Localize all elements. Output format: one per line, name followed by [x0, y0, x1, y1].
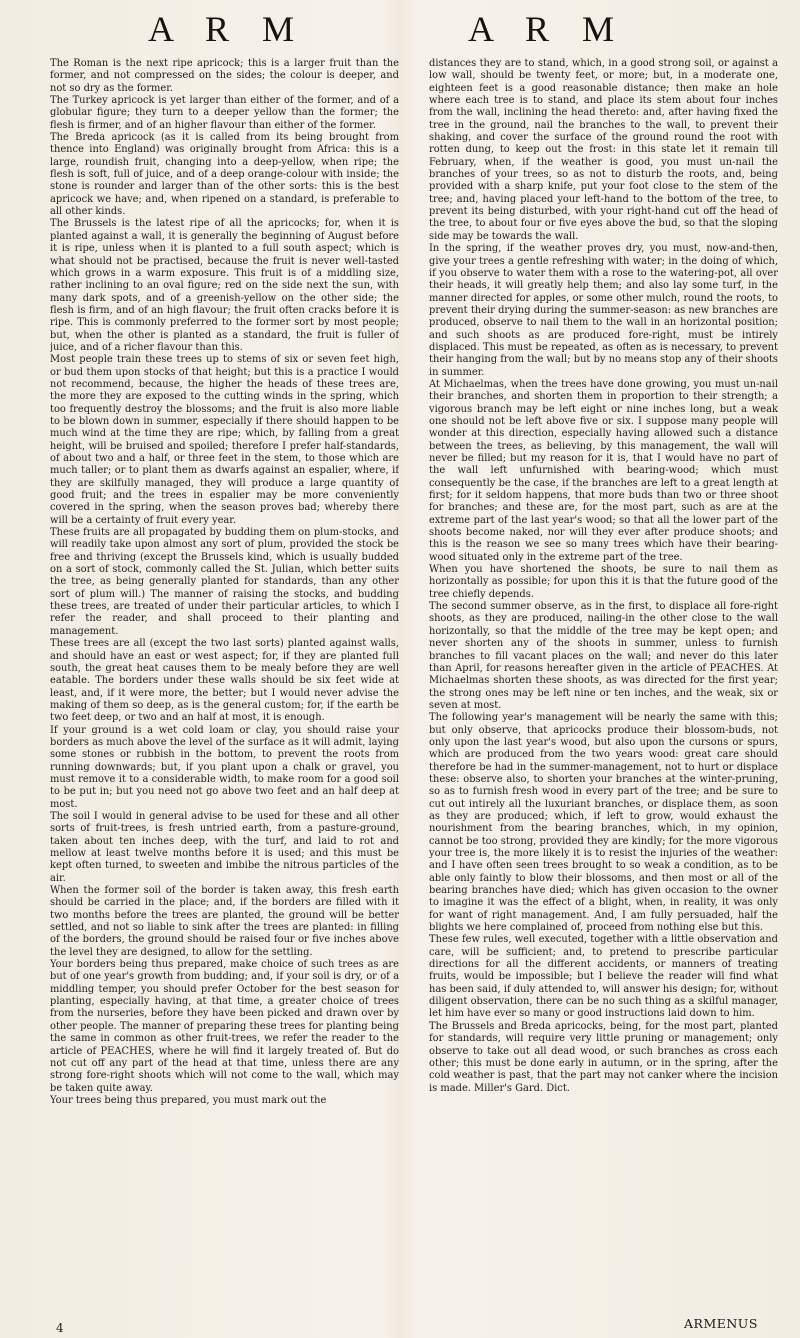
paragraph: The Roman is the next ripe apricock; this is a larger fruit than the former, and not compressed on the sides; the colour is deeper, and not so dry as the former. — [50, 58, 399, 94]
running-head-left: A R M — [148, 9, 307, 49]
left-column — [50, 58, 399, 1320]
paragraph: These fruits are all propagated by budding them on plum-stocks, and will readily take upon almost any sort of plum, provided the stock be free and thriving (except the Brussels kind, which is usually budded on a sort of stock, commonly called the St. Julian, which better suits the tree, as being generally planted for standards, than any other sort of plum will.) The manner of raising the stocks, and budding these trees, are treated of under their particular articles, to which I refer the reader, and shall proceed to their planting and management. — [50, 527, 399, 637]
right-column — [429, 58, 778, 1320]
paragraph: The second summer observe, as in the first, to displace all fore-right shoots, as they are produced, nailing-in the other close to the wall horizontally, so that the middle of the tree may be kept open; and never shorten any of the shoots in summer, unless to furnish branches to fill vacant places on the wall; and never do this later than April, for reasons hereafter given in the article of PEACHES. At Michaelmas shorten these shoots, as was directed for the first year; the strong ones may be left nine or ten inches, and the weak, six or seven at most. — [429, 601, 778, 711]
paragraph: Your trees being thus prepared, you must mark out the — [50, 1094, 327, 1106]
paragraph: Your borders being thus prepared, make choice of such trees as are but of one year's growth from budding; and, if your soil is dry, or of a middling temper, you should prefer October for the best season for planting, especially having, at that time, a greater choice of trees from the nurseries, before they have been picked and drawn over by other people. The manner of preparing these trees for planting being the same in common as other fruit-trees, we refer the reader to the article of PEACHES, where he will find it largely treated of. But do not cut off any part of the head at that time, unless there are any strong fore-right shoots which will not come to the wall, which may be taken quite away. — [50, 959, 399, 1094]
paragraph: The Breda apricock (as it is called from its being brought from thence into England) was originally brought from Africa: this is a large, roundish fruit, changing into a deep-yellow, when ripe; the flesh is soft, full of juice, and of a deep orange-colour with inside; the stone is rounder and larger than of the other sorts: this is the best apricock we have; and, when ripened on a standard, is preferable to all other kinds. — [50, 132, 399, 218]
paragraph: Most people train these trees up to stems of six or seven feet high, or bud them upon stocks of that height; but this is a practice I would not recommend, because, the higher the heads of these trees are, the more they are exposed to the cutting winds in the spring, which too frequently destroy the blossoms; and the fruit is also more liable to be blown down in summer, especially if there should happen to be much wind at the time they are ripe; which, by falling from a great height, will be bruised and spoiled; therefore I prefer half-standards, of about two and a half, or three feet in the stem, to those which are much taller; or to plant them as dwarfs against an espalier, where, if they are skilfully managed, they will produce a large quantity of good fruit; and the trees in espalier may be more conveniently covered in the spring, when the season proves bad; whereby there will be a certainty of fruit every year. — [50, 354, 399, 526]
running-head — [0, 0, 800, 56]
paragraph: The Brussels and Breda apricocks, being, for the most part, planted for standards, will require very little pruning or management; only observe to take out all dead wood, or such branches as cross each other; this must be done early in autumn, or in the spring, after the cold weather is past, that the part may not canker where the incision is made. Miller's Gard. Dict. — [429, 1020, 778, 1094]
paragraph: The soil I would in general advise to be used for these and all other sorts of fruit-trees, is fresh untried earth, from a pasture-ground, taken about ten inches deep, with the turf, and laid to rot and mellow at least twelve months before it is used; and this must be kept often turned, to sweeten and imbibe the nitrous particles of the air. — [50, 810, 399, 884]
paragraph: At Michaelmas, when the trees have done growing, you must un-nail their branches, and shorten them in proportion to their strength; a vigorous branch may be left eight or nine inches long, but a weak one should not be left above five or six. I suppose many people will wonder at this direction, especially having allowed such a distance between the trees, as believing, by this management, the wall will never be filled; but my reason for it is, that I would have no part of the wall left unfurnished with bearing-wood; which must consequently be the case, if the branches are left to a great length at first; for it seldom happens, that more buds than two or three shoot for branches; and these are, for the most part, such as are at the extreme part of the last year's wood; so that all the lower part of the shoots become naked, nor will they ever after produce shoots; and this is the reason we see so many trees which have their bearing-wood situated only in the extreme part of the tree. — [429, 378, 778, 563]
paragraph: When the former soil of the border is taken away, this fresh earth should be carried in the place; and, if the borders are filled with it two months before the trees are planted, the ground will be better settled, and not so liable to sink after the trees are planted: in filling of the borders, the ground should be raised four or five inches above the level they are designed, to allow for the settling. — [50, 885, 399, 958]
catchword: ARMENUS — [684, 1316, 758, 1331]
paragraph: The following year's management will be nearly the same with this; but only observe, that apricocks produce their blossom-buds, not only upon the last year's wood, but also upon the cursons or spurs, which are produced from the two years wood: great care should therefore be had in the summer-management, not to hurt or displace these: observe also, to shorten your branches at the winter-pruning, so as to furnish fresh wood in every part of the tree; and be sure to cut out intirely all the luxuriant branches, or displace them, as soon as they are produced; which, if left to grow, would exhaust the nourishment from the bearing branches, which, in my opinion, cannot be too strong, provided they are kindly; for the more vigorous your tree is, the more likely it is to resist the injuries of the weather: and I have often seen trees brought to so weak a condition, as to be able only faintly to blow their blossoms, and then most or all of the bearing branches have died; which has given occasion to the owner to imagine it was the effect of a blight, when, in reality, it was only for want of right management. And, I am fully persuaded, half the blights we here complained of, proceed from nothing else but this. — [429, 712, 778, 934]
paragraph: These few rules, well executed, together with a little observation and care, will be sufficient; and, to pretend to prescribe particular directions for all the different accidents, or manners of treating fruits, would be impossible; but I believe the reader will find what has been said, if duly attended to, will answer his design; for, without diligent observation, there can be no such thing as a skilful manager, let him have ever so many or good instructions laid down to him. — [429, 934, 778, 1020]
paragraph: distances they are to stand, which, in a good strong soil, or against a low wall, should be twenty feet, or more; but, in a moderate one, eighteen feet is a good reasonable distance; then make an hole where each tree is to stand, and place its stem about four inches from the wall, inclining the head thereto: and, after having fixed the tree in the ground, nail the branches to the wall, to prevent their shaking, and cover the surface of the ground round the root with rotten dung, to keep out the frost: in this state let it remain till February, when, if the weather is good, you must un-nail the branches of your trees, so as not to disturb the roots, and, being provided with a sharp knife, put your foot close to the stem of the tree; and, having placed your left-hand to the bottom of the tree, to prevent its being disturbed, with your right-hand cut off the head of the tree, to about four or five eyes above the bud, so that the sloping side may be towards the wall. — [429, 58, 778, 242]
paragraph: The Brussels is the latest ripe of all the apricocks; for, when it is planted against a wall, it is generally the beginning of August before it is ripe, unless when it is planted to a full south aspect; which is what should not be practised, because the fruit is never well-tasted which grows in a warm exposure. This fruit is of a middling size, rather inclining to an oval figure; red on the side next the sun, with many dark spots, and of a greenish-yellow on the other side; the flesh is firm, and of an high flavour; the fruit often cracks before it is ripe. This is commonly preferred to the former sort by most people; but, when the other is planted as a standard, the fruit is fuller of juice, and of a richer flavour than this. — [50, 218, 399, 353]
running-head-right: A R M — [468, 9, 627, 49]
paragraph: In the spring, if the weather proves dry, you must, now-and-then, give your trees a gentle refreshing with water; in the doing of which, if you observe to water them with a rose to the watering-pot, all over their heads, it will greatly help them; and also lay some turf, in the manner directed for apples, or some other mulch, round the roots, to prevent their drying during the summer-season: as new branches are produced, observe to nail them to the wall in an horizontal position; and such shoots as are produced fore-right, must be intirely displaced. This must be repeated, as often as is necessary, to prevent their hanging from the wall; but by no means stop any of their shoots in summer. — [429, 243, 778, 378]
paragraph: The Turkey apricock is yet larger than either of the former, and of a globular figure; they turn to a deeper yellow than the former; the flesh is firmer, and of an higher flavour than either of the former. — [50, 95, 399, 131]
paragraph: If your ground is a wet cold loam or clay, you should raise your borders as much above the level of the surface as it will admit, laying some stones or rubbish in the bottom, to prevent the roots from running downwards; but, if you plant upon a chalk or gravel, you must remove it to a considerable width, to make room for a good soil to be put in; but you need not go above two feet and an half deep at most. — [50, 724, 399, 810]
paragraph: These trees are all (except the two last sorts) planted against walls, and should have an east or west aspect; for, if they are planted full south, the great heat causes them to be mealy before they are well eatable. The borders under these walls should be six feet wide at least, and, if it were more, the better; but I would never advise the making of them so deep, as is the general custom; for, if the earth be two feet deep, or two and an half at most, it is enough. — [50, 638, 399, 724]
paragraph: When you have shortened the shoots, be sure to nail them as horizontally as possible; for upon this it is that the future good of the tree chiefly depends. — [429, 564, 778, 600]
signature-mark: 4 — [56, 1321, 64, 1335]
text-columns — [50, 58, 778, 1320]
